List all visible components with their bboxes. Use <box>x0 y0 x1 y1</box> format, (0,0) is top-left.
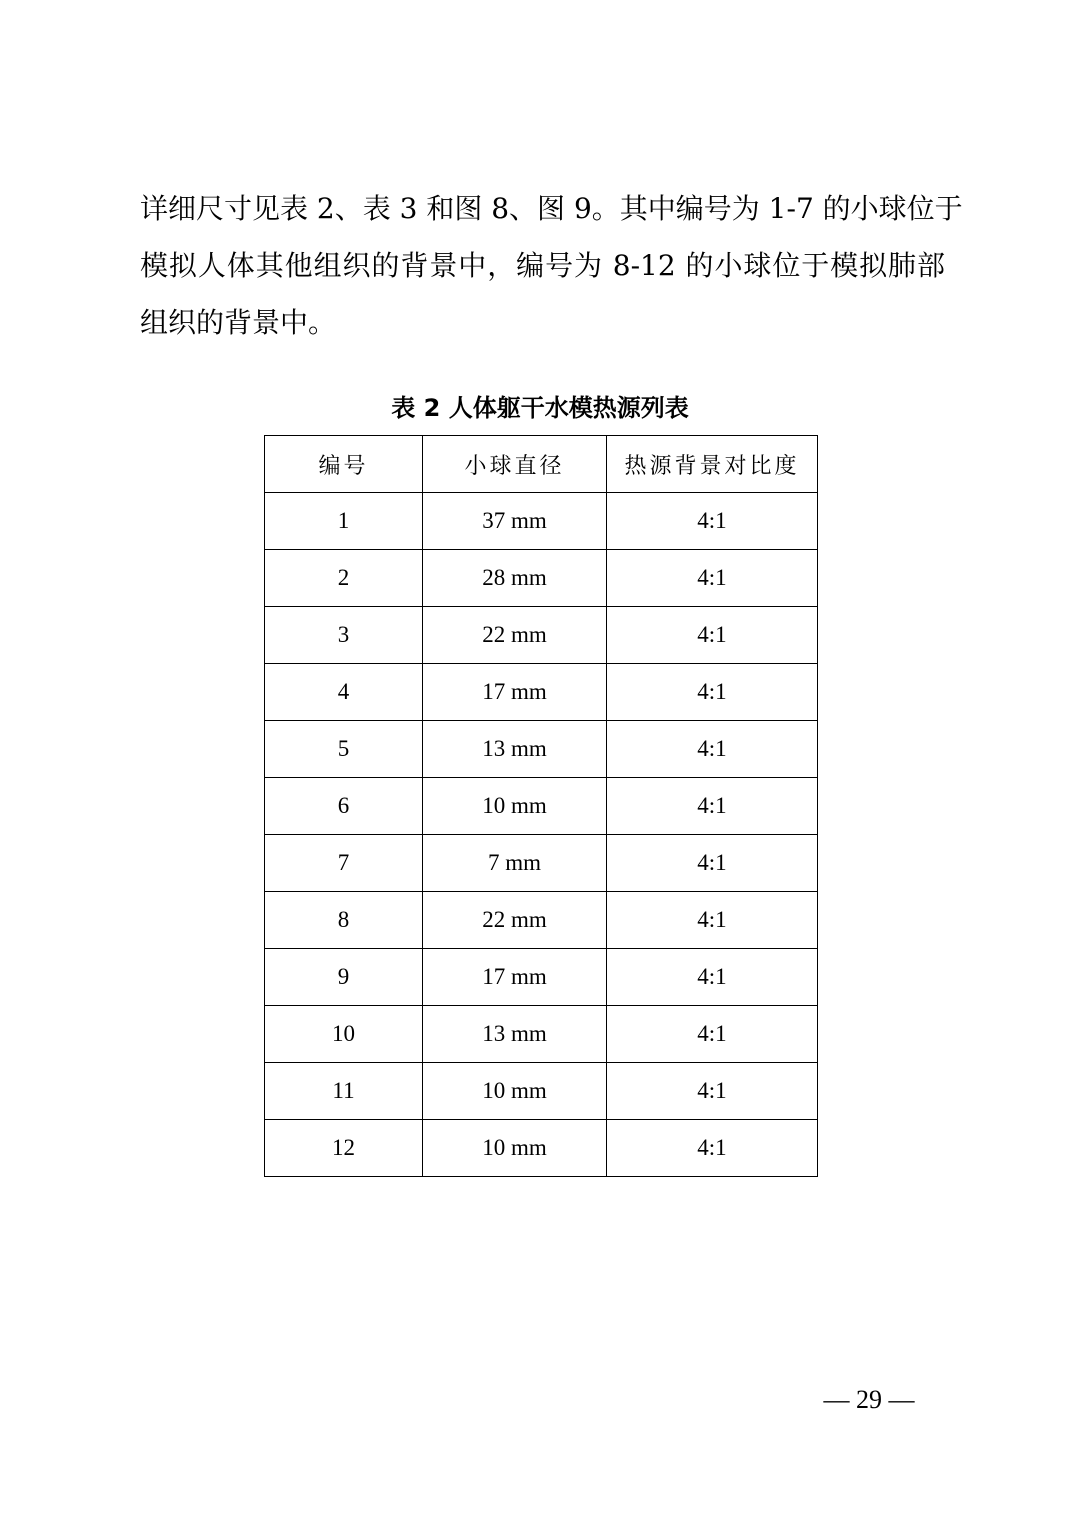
cell-contrast: 4:1 <box>607 892 818 949</box>
table-header-row <box>265 436 818 493</box>
cell-contrast: 4:1 <box>607 493 818 550</box>
paragraph-line-1: 详细尺寸见表 2、表 3 和图 8、图 9。其中编号为 1-7 的小球位于 <box>140 192 963 225</box>
cell-contrast: 4:1 <box>607 664 818 721</box>
table-row <box>265 778 818 835</box>
cell-id: 8 <box>265 892 423 949</box>
cell-id: 7 <box>265 835 423 892</box>
cell-diameter: 22 mm <box>423 607 607 664</box>
table-row <box>265 892 818 949</box>
paragraph-line-3: 组织的背景中。 <box>140 306 337 339</box>
cell-id: 10 <box>265 1006 423 1063</box>
table-row <box>265 664 818 721</box>
cell-id: 5 <box>265 721 423 778</box>
cell-id: 3 <box>265 607 423 664</box>
table-caption: 表 2 人体躯干水模热源列表 <box>391 394 689 422</box>
cell-diameter: 10 mm <box>423 778 607 835</box>
cell-diameter: 37 mm <box>423 493 607 550</box>
header-sphere-diameter: 小球直径 <box>423 436 607 493</box>
cell-id: 1 <box>265 493 423 550</box>
body-paragraph <box>140 180 963 351</box>
cell-diameter: 17 mm <box>423 664 607 721</box>
cell-diameter: 7 mm <box>423 835 607 892</box>
table-row <box>265 1120 818 1177</box>
cell-id: 12 <box>265 1120 423 1177</box>
cell-id: 2 <box>265 550 423 607</box>
table-row <box>265 721 818 778</box>
cell-contrast: 4:1 <box>607 721 818 778</box>
cell-contrast: 4:1 <box>607 835 818 892</box>
table-row <box>265 835 818 892</box>
cell-contrast: 4:1 <box>607 949 818 1006</box>
cell-diameter: 17 mm <box>423 949 607 1006</box>
cell-contrast: 4:1 <box>607 607 818 664</box>
cell-diameter: 28 mm <box>423 550 607 607</box>
cell-contrast: 4:1 <box>607 1120 818 1177</box>
cell-diameter: 10 mm <box>423 1120 607 1177</box>
cell-id: 6 <box>265 778 423 835</box>
table-row <box>265 550 818 607</box>
cell-diameter: 13 mm <box>423 1006 607 1063</box>
table-row <box>265 1063 818 1120</box>
table-row <box>265 607 818 664</box>
cell-diameter: 22 mm <box>423 892 607 949</box>
cell-id: 9 <box>265 949 423 1006</box>
paragraph-line-2: 模拟人体其他组织的背景中，编号为 8-12 的小球位于模拟肺部 <box>140 249 945 282</box>
cell-contrast: 4:1 <box>607 1006 818 1063</box>
header-contrast: 热源背景对比度 <box>607 436 818 493</box>
cell-diameter: 13 mm <box>423 721 607 778</box>
table-row <box>265 949 818 1006</box>
cell-contrast: 4:1 <box>607 550 818 607</box>
cell-contrast: 4:1 <box>607 778 818 835</box>
cell-contrast: 4:1 <box>607 1063 818 1120</box>
table-row <box>265 493 818 550</box>
table-row <box>265 1006 818 1063</box>
heat-source-table <box>264 435 818 1177</box>
cell-diameter: 10 mm <box>423 1063 607 1120</box>
header-id: 编号 <box>265 436 423 493</box>
cell-id: 4 <box>265 664 423 721</box>
cell-id: 11 <box>265 1063 423 1120</box>
page-number: — 29 — <box>823 1385 915 1414</box>
